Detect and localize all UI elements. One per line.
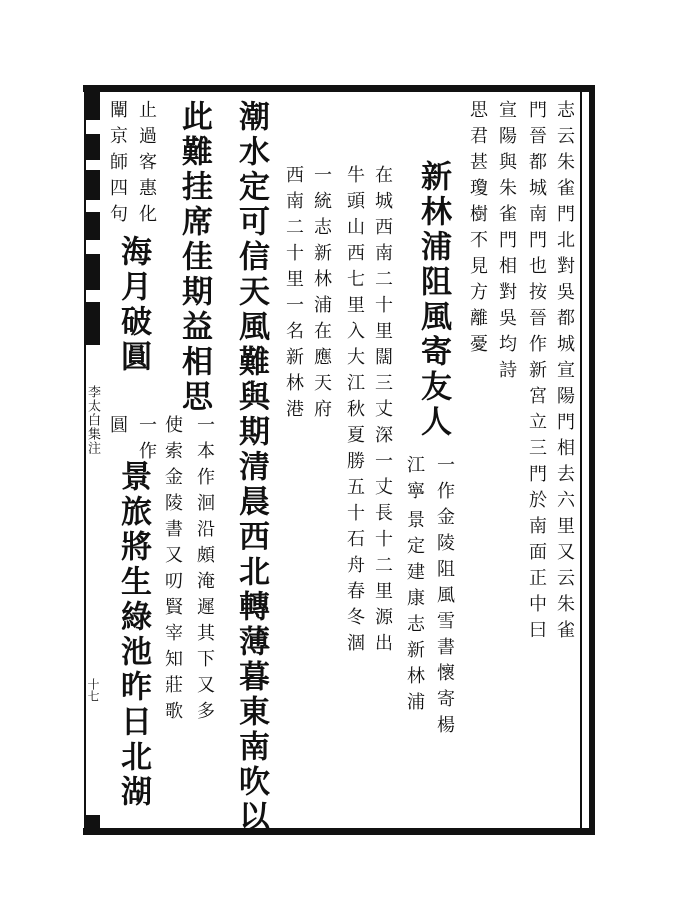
commentary-line-2: 牛頭山西七里入大江秋夏勝五十石舟春冬涸 xyxy=(344,165,365,659)
poem-line-1: 潮水定可信天風難與期清晨西北轉薄暮東南吹以 xyxy=(233,100,269,835)
poem-title: 新林浦阻風寄友人 xyxy=(415,160,451,440)
frame-inner-right-rule xyxy=(580,92,582,828)
variant-note-3: 一作 xyxy=(136,415,157,467)
poem-line-3-note: 止過客惠化 xyxy=(136,100,157,230)
poem-line-4-note: 闡京師四句 xyxy=(107,100,128,230)
margin-band-gap xyxy=(86,160,100,170)
commentary-line-1: 在城西南二十里闊三丈深一丈長十二里源出 xyxy=(372,165,393,659)
variant-note: 一本作洄沿頗淹遲其下又多 xyxy=(194,415,215,727)
commentary-line-4: 西南二十里一名新林港 xyxy=(283,165,304,425)
margin-band-gap xyxy=(86,200,100,212)
poem-line-3-cont: 景旅將生綠池昨日北湖 xyxy=(115,460,151,810)
column-2: 門晉都城南門也按晉作新宮立三門於南面正中曰 xyxy=(526,100,547,646)
frame-bottom-border xyxy=(83,828,595,835)
variant-note-2: 使索金陵書又叨賢宰知莊歌 xyxy=(162,415,183,727)
column-3: 宣陽與朱雀門相對吳均詩 xyxy=(496,100,517,386)
column-1: 志云朱雀門北對吳都城宣陽門相去六里又云朱雀 xyxy=(554,100,575,646)
margin-band-gap xyxy=(86,240,100,254)
margin-label: 李太白集注 xyxy=(85,385,100,455)
commentary-source: 景定建康志新林浦 xyxy=(404,510,425,718)
page-number: 十七 xyxy=(86,678,100,702)
title-note-2: 江寧 xyxy=(404,455,425,507)
frame-right-border xyxy=(589,85,595,835)
title-note: 一作金陵阻風雪書懷寄楊 xyxy=(434,455,455,741)
poem-line-3: 海月破圓 xyxy=(115,235,151,375)
margin-band-gap xyxy=(86,290,100,302)
variant-note-4: 圓 xyxy=(107,415,128,441)
margin-band-gap xyxy=(86,120,100,134)
poem-line-2: 此難挂席佳期益相思 xyxy=(176,100,212,415)
frame-top-border xyxy=(83,85,595,92)
column-4: 思君甚瓊樹不見方離憂 xyxy=(467,100,488,360)
commentary-line-3: 一統志新林浦在應天府 xyxy=(311,165,332,425)
